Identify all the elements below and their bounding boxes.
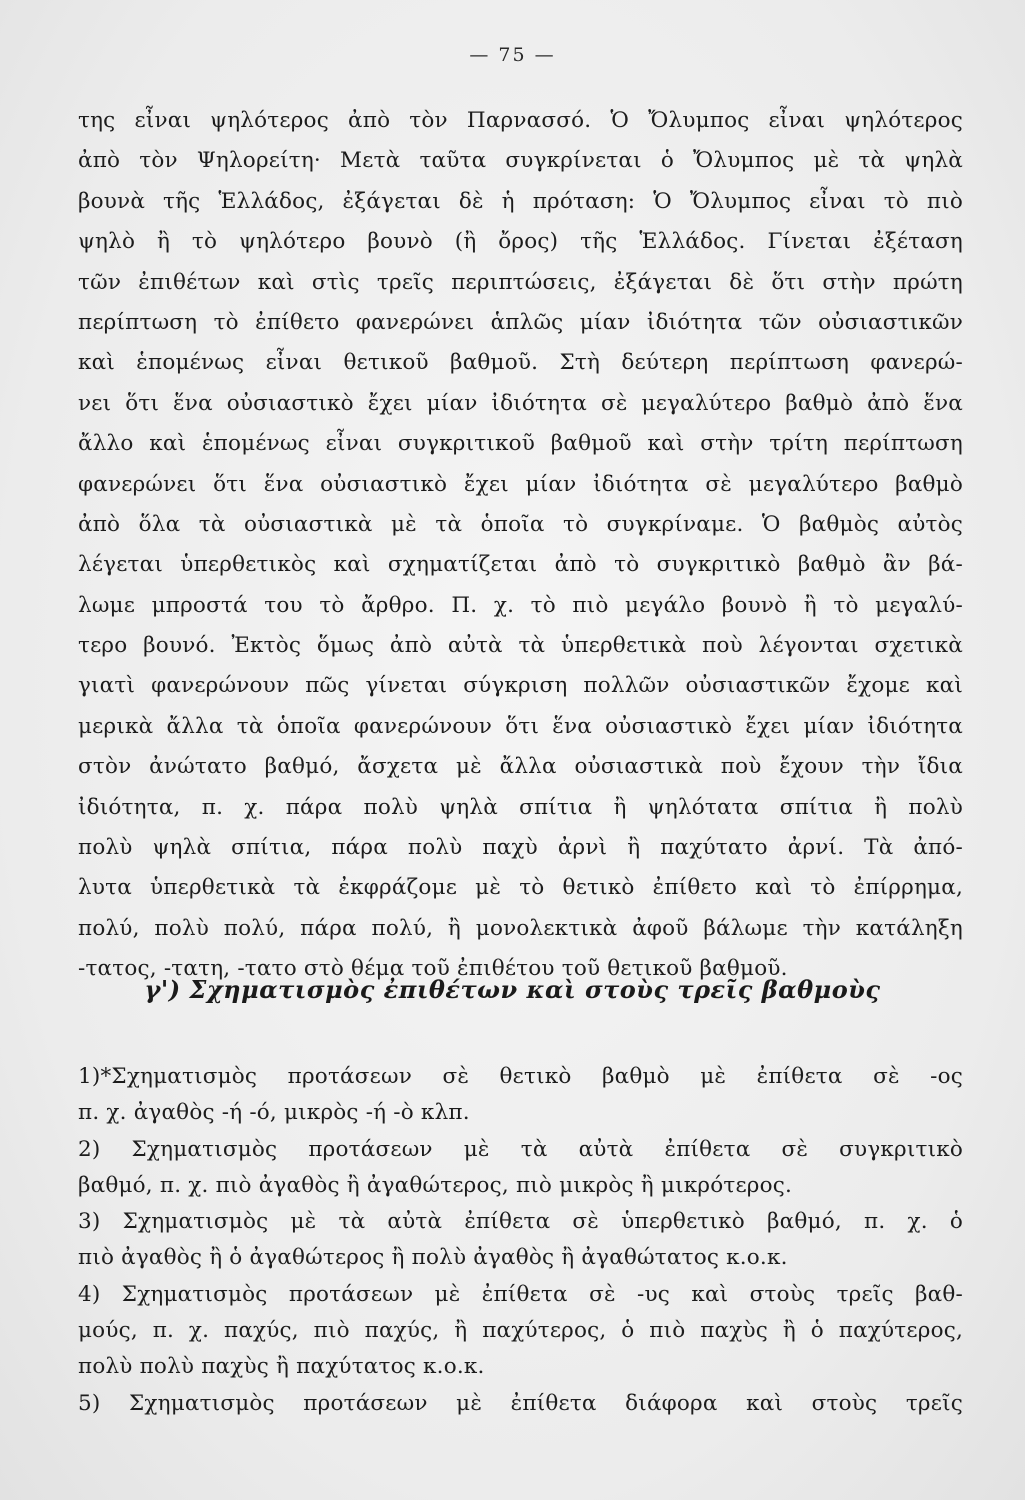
- exercise-line: π. χ. ἀγαθὸς -ή -ό, μικρὸς -ή -ὸ κλπ.: [78, 1100, 470, 1126]
- paragraph-line: -τατος, -τατη, -τατο στὸ θέμα τοῦ ἐπιθέτου τοῦ θετικοῦ βαθμοῦ.: [78, 956, 788, 982]
- paragraph-line: καὶ ἑπομένως εἶναι θετικοῦ βαθμοῦ. Στὴ δεύτερη περίπτωση φανερώ-: [78, 350, 963, 376]
- paragraph-line: βουνὰ τῆς Ἑλλάδος, ἐξάγεται δὲ ἡ πρόταση: Ὁ Ὄλυμπος εἶναι τὸ πιὸ: [78, 188, 963, 214]
- main-paragraph: [78, 101, 963, 990]
- paragraph-line: λωμε μπροστά του τὸ ἄρθρο. Π. χ. τὸ πιὸ μεγάλο βουνὸ ἢ τὸ μεγαλύ-: [78, 592, 963, 618]
- paragraph-line: ἄλλο καὶ ἑπομένως εἶναι συγκριτικοῦ βαθμοῦ καὶ στὴν τρίτη περίπτωση: [78, 431, 963, 457]
- exercise-list: [78, 1059, 963, 1422]
- paragraph-line: ἀπὸ τὸν Ψηλορείτη· Μετὰ ταῦτα συγκρίνεται ὁ Ὄλυμπος μὲ τὰ ψηλὰ: [78, 148, 963, 174]
- paragraph-line: ἰδιότητα, π. χ. πάρα πολὺ ψηλὰ σπίτια ἢ ψηλότατα σπίτια ἢ πολὺ: [78, 794, 963, 820]
- exercise-line: πιὸ ἀγαθὸς ἢ ὁ ἀγαθώτερος ἢ πολὺ ἀγαθὸς ἢ ἀγαθώτατος κ.ο.κ.: [78, 1245, 788, 1271]
- paragraph-line: στὸν ἀνώτατο βαθμό, ἄσχετα μὲ ἄλλα οὐσιαστικὰ ποὺ ἔχουν τὴν ἴδια: [78, 754, 963, 780]
- paragraph-line: ἀπὸ ὅλα τὰ οὐσιαστικὰ μὲ τὰ ὁποῖα τὸ συγκρίναμε. Ὁ βαθμὸς αὐτὸς: [78, 511, 963, 537]
- exercise-line: μούς, π. χ. παχύς, πιὸ παχύς, ἢ παχύτερος, ὁ πιὸ παχὺς ἢ ὁ παχύτερος,: [78, 1318, 963, 1344]
- paragraph-line: μερικὰ ἄλλα τὰ ὁποῖα φανερώνουν ὅτι ἕνα οὐσιαστικὸ ἔχει μίαν ἰδιότητα: [78, 713, 963, 739]
- paragraph-line: της εἶναι ψηλότερος ἀπὸ τὸν Παρνασσό. Ὁ Ὄλυμπος εἶναι ψηλότερος: [78, 108, 963, 133]
- paragraph-line: φανερώνει ὅτι ἕνα οὐσιαστικὸ ἔχει μίαν ἰδιότητα σὲ μεγαλύτερο βαθμὸ: [78, 471, 963, 497]
- paragraph-line: λυτα ὑπερθετικὰ τὰ ἐκφράζομε μὲ τὸ θετικὸ ἐπίθετο καὶ τὸ ἐπίρρημα,: [78, 875, 963, 901]
- paragraph-line: νει ὅτι ἕνα οὐσιαστικὸ ἔχει μίαν ἰδιότητα σὲ μεγαλύτερο βαθμὸ ἀπὸ ἕνα: [78, 390, 963, 416]
- exercise-line: 5) Σχηματισμὸς προτάσεων μὲ ἐπίθετα διάφορα καὶ στοὺς τρεῖς: [78, 1390, 963, 1416]
- exercise-line: 2) Σχηματισμὸς προτάσεων μὲ τὰ αὐτὰ ἐπίθετα σὲ συγκριτικὸ: [78, 1136, 963, 1162]
- exercise-line: 4) Σχηματισμὸς προτάσεων μὲ ἐπίθετα σὲ -υς καὶ στοὺς τρεῖς βαθ-: [78, 1281, 963, 1307]
- paragraph-line: τῶν ἐπιθέτων καὶ στὶς τρεῖς περιπτώσεις, ἐξάγεται δὲ ὅτι στὴν πρώτη: [78, 269, 963, 295]
- paragraph-line: περίπτωση τὸ ἐπίθετο φανερώνει ἁπλῶς μίαν ἰδιότητα τῶν οὐσιαστικῶν: [78, 309, 963, 335]
- paragraph-line: τερο βουνό. Ἐκτὸς ὅμως ἀπὸ αὐτὰ τὰ ὑπερθετικὰ ποὺ λέγονται σχετικὰ: [78, 633, 963, 659]
- paragraph-line: πολύ, πολὺ πολύ, πάρα πολύ, ἢ μονολεκτικὰ ἀφοῦ βάλωμε τὴν κατάληξη: [78, 915, 963, 941]
- section-heading: γ') Σχηματισμὸς ἐπιθέτων καὶ στοὺς τρεῖς βαθμοὺς: [144, 975, 881, 1004]
- exercise-line: 1)*Σχηματισμὸς προτάσεων σὲ θετικὸ βαθμὸ μὲ ἐπίθετα σὲ -ος: [78, 1064, 963, 1089]
- paragraph-line: γιατὶ φανερώνουν πῶς γίνεται σύγκριση πολλῶν οὐσιαστικῶν ἔχομε καὶ: [78, 673, 963, 699]
- paragraph-line: λέγεται ὑπερθετικὸς καὶ σχηματίζεται ἀπὸ τὸ συγκριτικὸ βαθμὸ ἂν βά-: [78, 552, 963, 578]
- paragraph-line: πολὺ ψηλὰ σπίτια, πάρα πολὺ παχὺ ἀρνὶ ἢ παχύτατο ἀρνί. Τὰ ἀπό-: [78, 835, 963, 861]
- exercise-line: βαθμό, π. χ. πιὸ ἀγαθὸς ἢ ἀγαθώτερος, πιὸ μικρὸς ἢ μικρότερος.: [78, 1172, 793, 1198]
- exercise-line: πολὺ πολὺ παχὺς ἢ παχύτατος κ.ο.κ.: [78, 1354, 485, 1380]
- page-number: — 75 —: [469, 44, 556, 66]
- paragraph-line: ψηλὸ ἢ τὸ ψηλότερο βουνὸ (ἢ ὄρος) τῆς Ἑλλάδος. Γίνεται ἐξέταση: [78, 229, 963, 255]
- exercise-line: 3) Σχηματισμὸς μὲ τὰ αὐτὰ ἐπίθετα σὲ ὑπερθετικὸ βαθμό, π. χ. ὁ: [78, 1209, 963, 1235]
